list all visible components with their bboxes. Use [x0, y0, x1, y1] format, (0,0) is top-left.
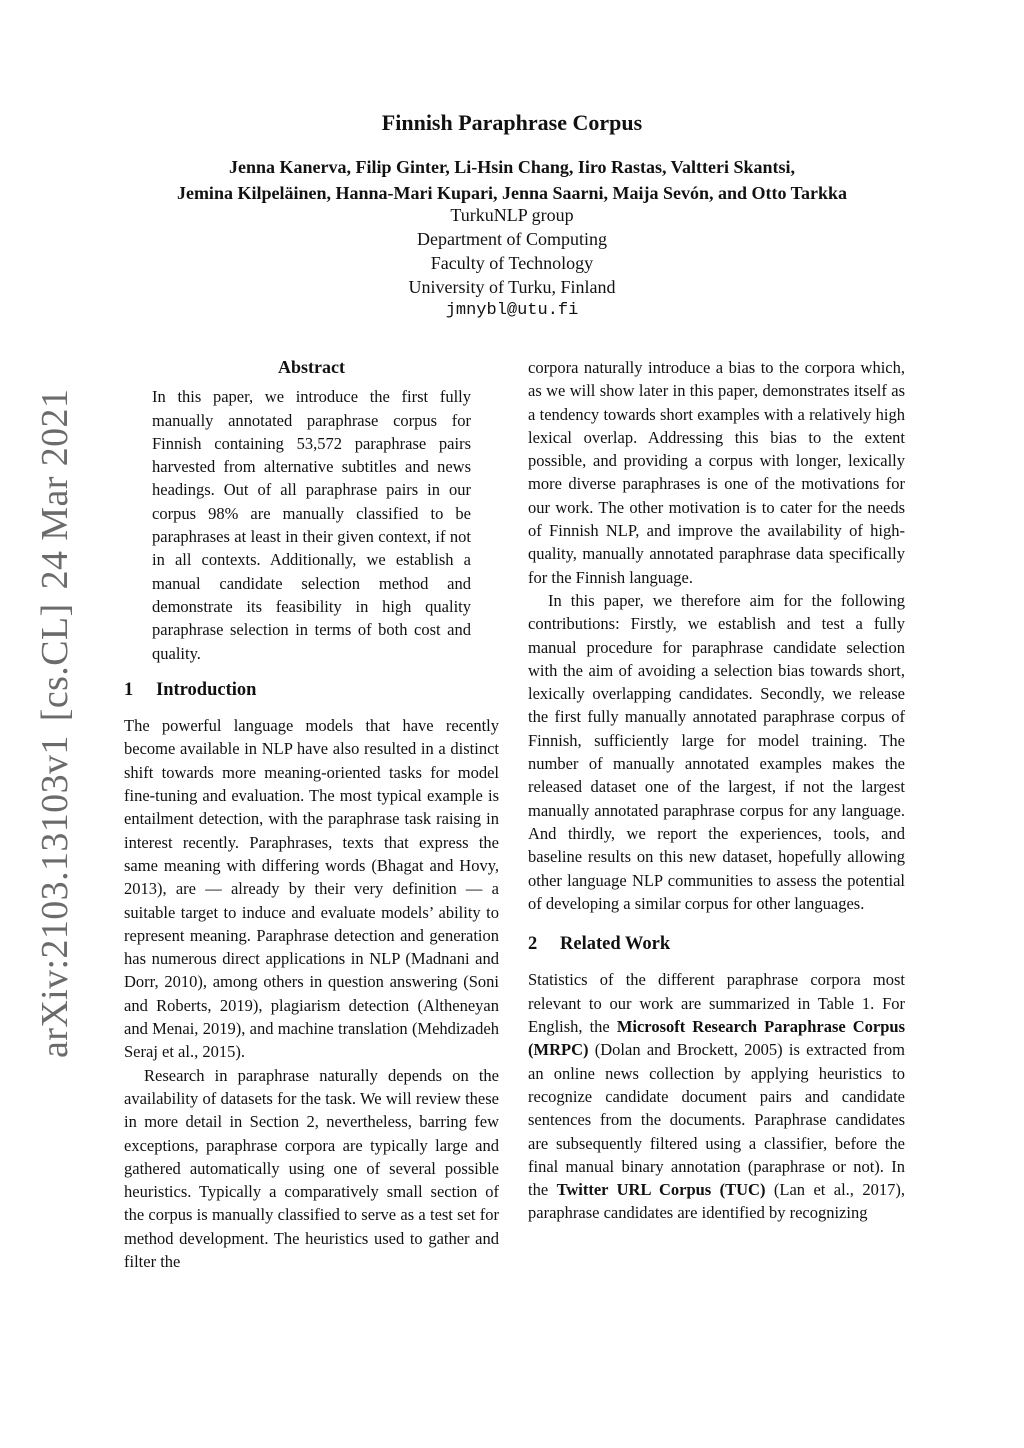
related-text-c: (Dolan and Brockett, 2005) is extracted from an online news collection by applying heuristics to recognize candidate document pairs and candidate sentences from the documents. Paraphrase candidates are subsequently filtered using a classifier, before the final manual binary annotation (paraphrase or not). In the	[528, 1040, 905, 1200]
section-2-number: 2	[528, 934, 538, 955]
related-work-paragraph-1	[528, 968, 905, 1224]
arxiv-side-stamp	[33, 375, 77, 1058]
section-1-heading	[124, 679, 499, 702]
paper-title: Finnish Paraphrase Corpus	[381, 110, 643, 135]
affiliation	[0, 203, 1024, 323]
affiliation-department: Department of Computing	[417, 229, 607, 249]
right-column	[528, 356, 905, 1225]
related-text-e: (Lan et al., 2017), paraphrase candidates are identified by recognizing	[528, 1180, 905, 1223]
intro-paragraph-3: corpora naturally introduce a bias to the corpora which, as we will show later in this paper, demonstrates itself as a tendency towards short examples with a relatively high lexical overlap. Addressing this bias to the extent possible, and providing a corpus with longer, lexically more diverse paraphrases is one of the motivations for our work. The other motivation is to cater for the needs of Finnish NLP, and improve the availability of high-quality, manually annotated paraphrase data specifically for the Finnish language.	[528, 358, 905, 587]
author-list	[0, 154, 1024, 206]
authors-line-2: Jemina Kilpeläinen, Hanna-Mari Kupari, Jenna Saarni, Maija Sevón, and Otto Tarkka	[176, 183, 848, 203]
abstract-text: In this paper, we introduce the first fully manually annotated paraphrase corpus for Finnish containing 53,572 paraphrase pairs harvested from alternative subtitles and news headings. Out of all paraphrase pairs in our corpus 98% are manually classified to be paraphrases at least in their given context, if not in all contexts. Additionally, we establish a manual candidate selection method and demonstrate its feasibility in high quality paraphrase selection in terms of both cost and quality.	[152, 387, 471, 663]
affiliation-group: TurkuNLP group	[450, 205, 574, 225]
left-column	[124, 356, 499, 1273]
intro-paragraph-1: The powerful language models that have recently become available in NLP have also resulted in a distinct shift towards more meaning-oriented tasks for model fine-tuning and evaluation. The most typical example is entailment detection, with the paraphrase task raising in interest recently. Paraphrases, texts that express the same meaning with differing words (Bhagat and Hovy, 2013), are — already by their very definition — a suitable target to induce and evaluate models’ ability to represent meaning. Paraphrase detection and generation has numerous direct applications in NLP (Madnani and Dorr, 2010), among others in question answering (Soni and Roberts, 2019), plagiarism detection (Altheneyan and Menai, 2019), and machine translation (Mehdizadeh Seraj et al., 2015).	[124, 716, 499, 1062]
author-email[interactable]: jmnybl@utu.fi	[445, 301, 579, 320]
section-2-heading	[528, 933, 905, 956]
arxiv-id: arXiv:2103.13103v1	[34, 735, 76, 1058]
authors-line-1: Jenna Kanerva, Filip Ginter, Li-Hsin Chang, Iiro Rastas, Valtteri Skantsi,	[228, 157, 796, 177]
intro-paragraph-2: Research in paraphrase naturally depends on the availability of datasets for the task. We will review these in more detail in Section 2, nevertheless, barring few exceptions, paraphrase corpora are typically large and gathered automatically using one of several possible heuristics. Typically a comparatively small section of the corpus is manually classified to serve as a test set for method development. The heuristics used to gather and filter the	[124, 1065, 499, 1271]
mrpc-term: Microsoft Research Paraphrase Corpus (MRPC)	[528, 1017, 906, 1060]
affiliation-university: University of Turku, Finland	[408, 277, 616, 297]
related-text-a: Statistics of the different paraphrase corpora most relevant to our work are summarized in Table 1. For English, the	[528, 970, 905, 1037]
arxiv-date: 24 Mar 2021	[34, 388, 76, 590]
affiliation-faculty: Faculty of Technology	[430, 253, 594, 273]
section-2-title: Related Work	[560, 934, 671, 955]
intro-paragraph-4: In this paper, we therefore aim for the following contributions: Firstly, we establish and test a fully manual procedure for paraphrase candidate selection with the aim of avoiding a selection bias towards short, lexically overlapping candidates. Secondly, we release the first fully manually annotated paraphrase corpus of Finnish, sufficiently large for model training. The number of manually annotated examples makes the released dataset one of the largest, if not the largest manually annotated paraphrase corpus for any language. And thirdly, we report the experiences, tools, and baseline results on this new dataset, hopefully allowing other language NLP communities to assess the potential of developing a similar corpus for other languages.	[528, 590, 905, 913]
abstract-heading: Abstract	[278, 357, 345, 377]
arxiv-category: [cs.CL]	[34, 603, 76, 722]
section-1-number: 1	[124, 679, 134, 700]
section-1-title: Introduction	[156, 679, 257, 700]
tuc-term: Twitter URL Corpus (TUC)	[556, 1180, 766, 1200]
